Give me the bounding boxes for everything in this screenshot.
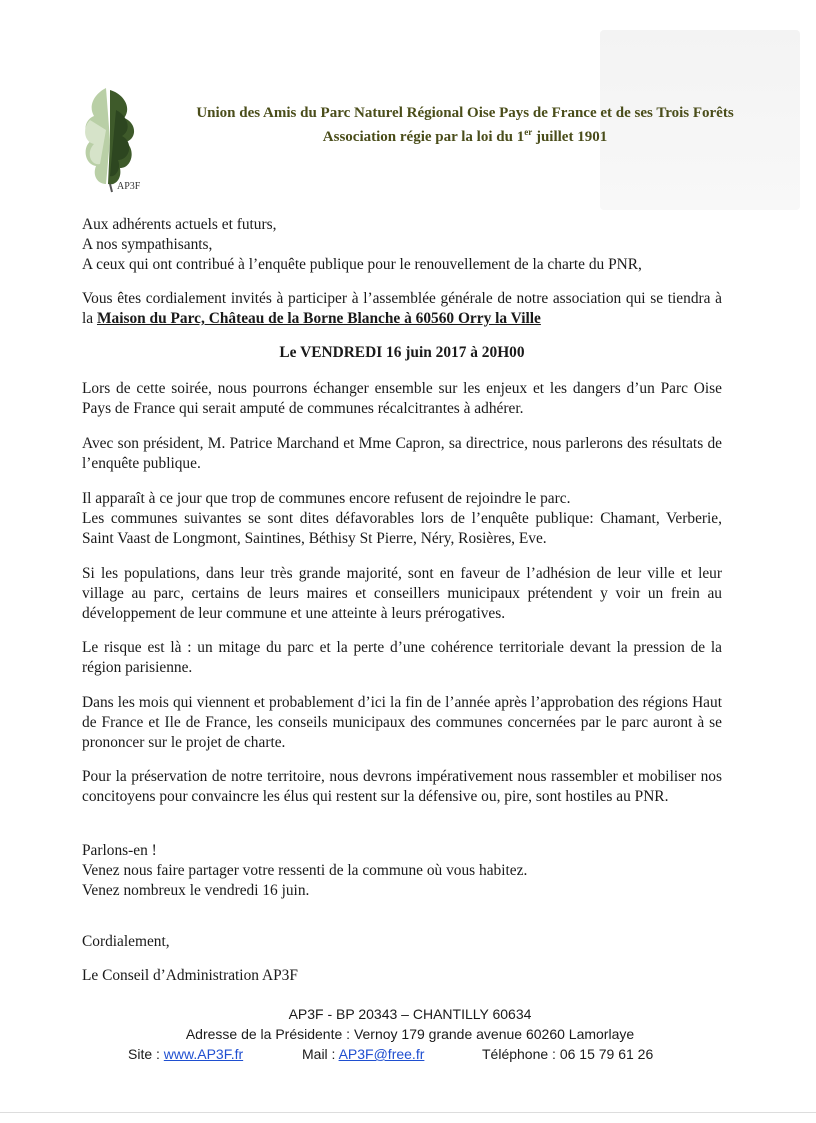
paragraph: Lors de cette soirée, nous pourrons échanger ensemble sur les enjeux et les dangers d’un Parc Oise Pays de France qui serait amputé de communes récalcitrantes à adhérer. — [82, 380, 722, 417]
footer-contact-line: Site : www.AP3F.fr Mail : AP3F@free.fr Téléphone : 06 15 79 61 26 — [128, 1046, 654, 1062]
page-edge — [0, 1112, 816, 1113]
footer-address-line: AP3F - BP 20343 – CHANTILLY 60634 — [288, 1006, 532, 1022]
paragraph: Pour la préservation de notre territoire, nous devrons impérativement nous rassembler et mobiliser nos concitoyens pour convaincre les élus qui restent sur la défensive ou, pire, sont hostiles au PNR. — [82, 768, 722, 805]
regards: Cordialement, — [82, 933, 170, 950]
site-link[interactable]: www.AP3F.fr — [163, 1046, 244, 1062]
association-subtitle: Association régie par la loi du 1er juillet 1901 — [322, 127, 608, 145]
paragraph: Il apparaît à ce jour que trop de communes encore refusent de rejoindre le parc. Les communes suivantes se sont dites défavorables lors de l’enquête publique: Chamant, Verberie, Saint Vaast de Longmont, Saintines, Béthisy St Pierre, Néry, Rosières, Eve. — [82, 490, 722, 547]
paragraph: Le risque est là : un mitage du parc et la perte d’une cohérence territoriale devant la pression de la région parisienne. — [82, 639, 722, 676]
greeting-line: A nos sympathisants, — [82, 236, 213, 253]
phone: Téléphone : 06 15 79 61 26 — [482, 1046, 654, 1062]
oak-leaf-logo-icon — [76, 80, 146, 195]
meeting-date: Le VENDREDI 16 juin 2017 à 20H00 — [279, 344, 525, 361]
greeting-line: A ceux qui ont contribué à l’enquête publique pour le renouvellement de la charte du PNR, — [82, 256, 642, 273]
paragraph: Avec son président, M. Patrice Marchand et Mme Capron, sa directrice, nous parlerons des résultats de l’enquête publique. — [82, 435, 722, 472]
paragraph: Si les populations, dans leur très grande majorité, sont en faveur de l’adhésion de leur ville et leur village au parc, certains de leurs maires et conseillers municipaux prétendent y voir un frein au développement de leur commune et une atteinte à leurs prérogatives. — [82, 565, 722, 622]
logo-text: AP3F — [117, 181, 141, 192]
mail-link[interactable]: AP3F@free.fr — [338, 1046, 425, 1062]
greeting — [82, 215, 722, 275]
venue: Maison du Parc, Château de la Borne Blanche à 60560 Orry la Ville — [96, 310, 541, 327]
signature: Le Conseil d’Administration AP3F — [82, 967, 298, 984]
invitation-paragraph: Vous êtes cordialement invités à participer à l’assemblée générale de notre association qui se tiendra à la Maison du Parc, Château de la Borne Blanche à 60560 Orry la Ville — [82, 290, 722, 327]
footer — [100, 1004, 720, 1064]
letterhead — [150, 104, 780, 147]
closing: Parlons-en ! Venez nous faire partager votre ressenti de la commune où vous habitez. Venez nombreux le vendredi 16 juin. — [82, 842, 528, 899]
paragraph: Dans les mois qui viennent et probablement d’ici la fin de l’année après l’approbation des régions Haut de France et Ile de France, les conseils municipaux des communes concernées par le parc auront à se prononcer sur le projet de charte. — [82, 694, 722, 751]
association-title: Union des Amis du Parc Naturel Régional Oise Pays de France et de ses Trois Forêts — [196, 105, 734, 121]
footer-president-line: Adresse de la Présidente : Vernoy 179 grande avenue 60260 Lamorlaye — [185, 1026, 635, 1042]
greeting-line: Aux adhérents actuels et futurs, — [82, 216, 277, 233]
